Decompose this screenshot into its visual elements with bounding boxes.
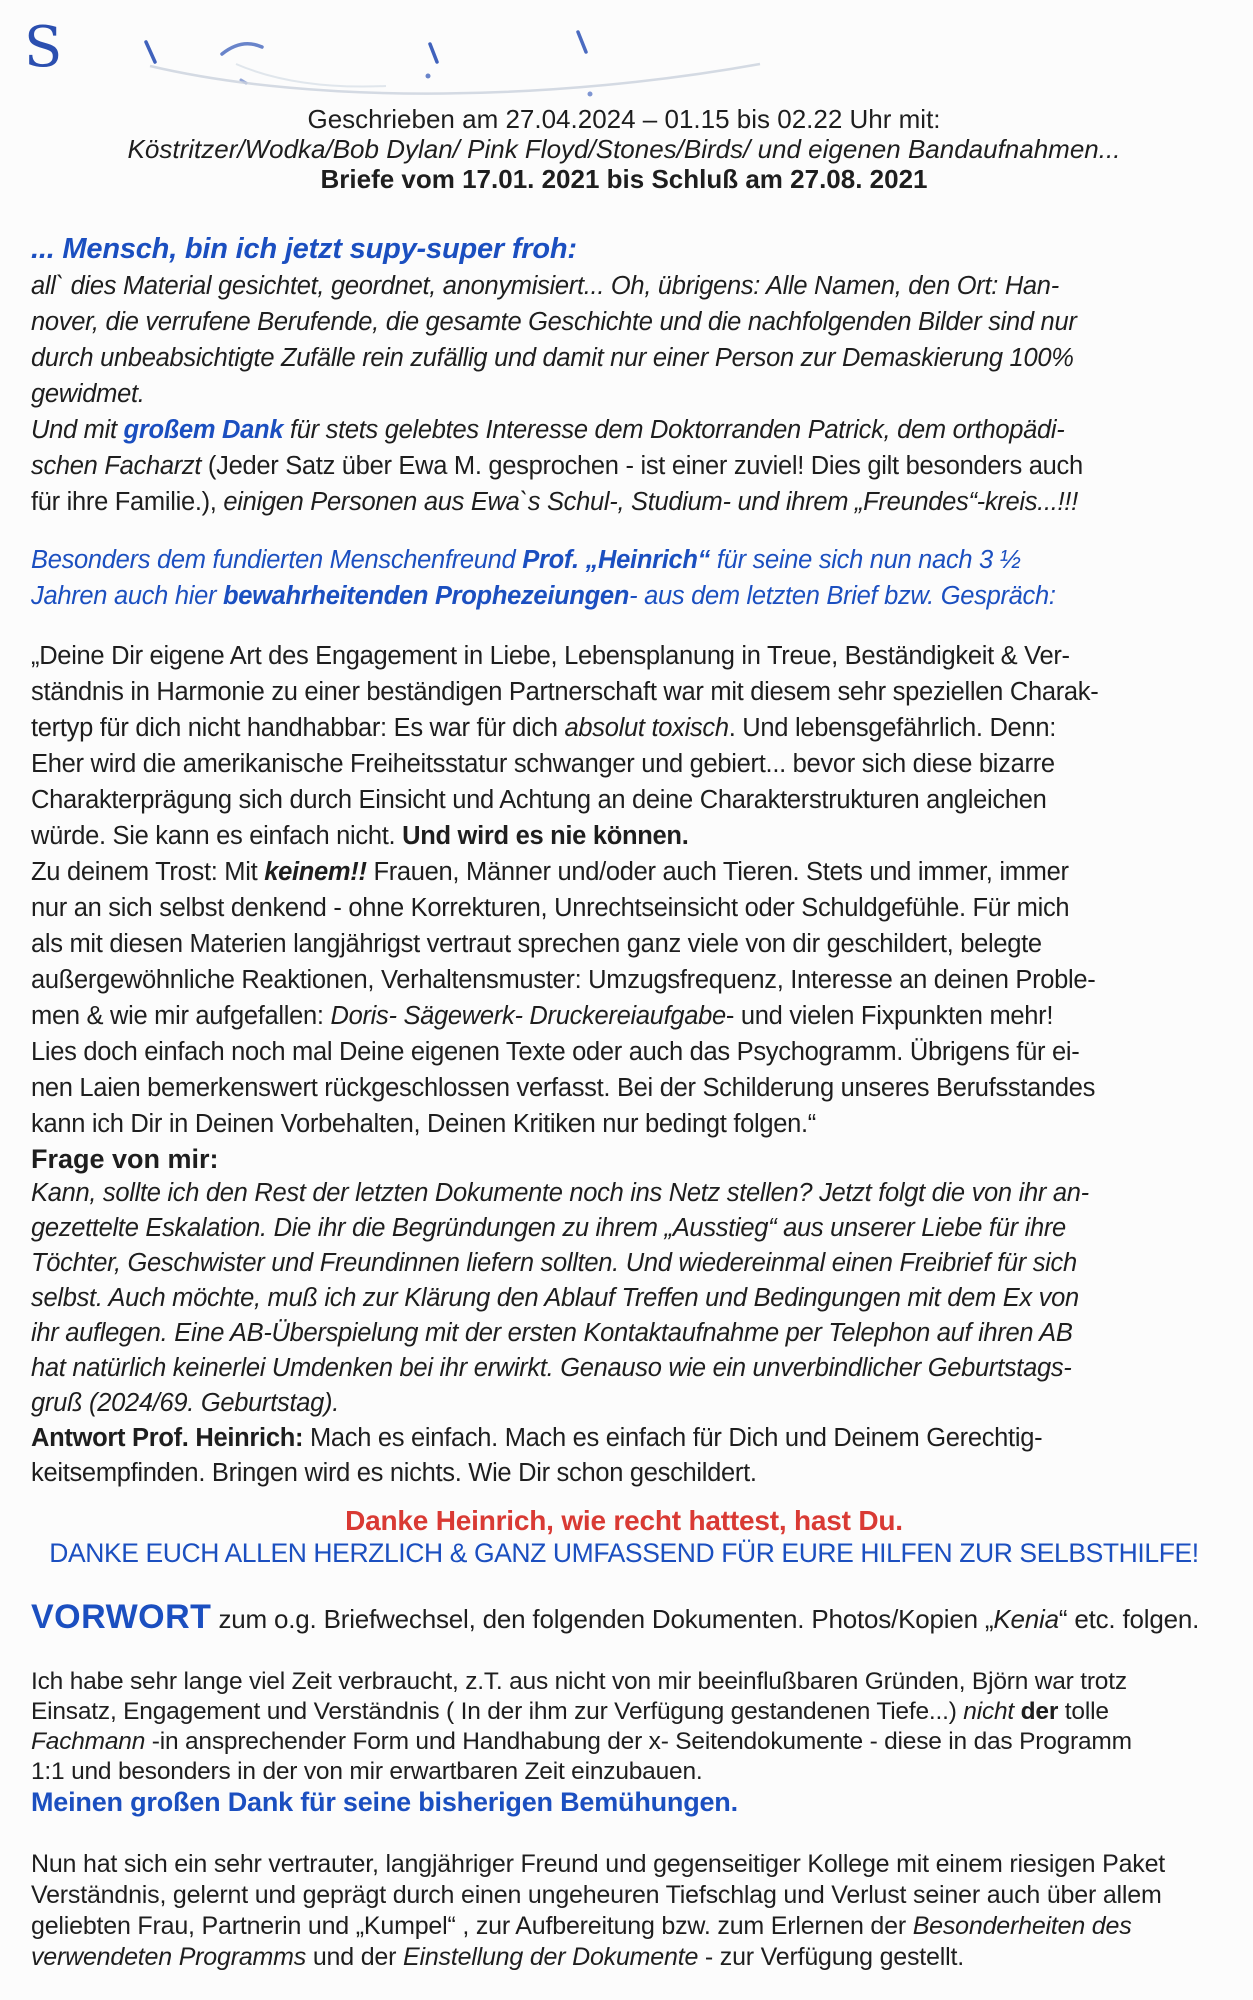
faded-signature: [0, 0, 900, 120]
thanks-blue-line: DANKE EUCH ALLEN HERZLICH & GANZ UMFASSEND FÜR EURE HILFEN ZUR SELBSTHILFE!: [49, 1538, 1199, 1568]
header-media-line: Köstritzer/Wodka/Bob Dylan/ Pink Floyd/Stones/Birds/ und eigenen Bandaufnahmen...: [127, 134, 1121, 164]
signature-letter: S: [24, 15, 63, 80]
signature-stroke-fragments: [0, 14, 900, 124]
question-paragraph: Kann, sollte ich den Rest der letzten Dokumente noch ins Netz stellen? Jetzt folgt die von ihr an- gezettelte Eskalation. Die ihr die Begründungen zu ihrem „Ausstieg“ aus unserer Liebe für ihre Töchter, Geschwister und Freundinnen liefern sollten. Und wiedereinmal einen Freibrief für sich selbst. Auch möchte, muß ich zur Klärung den Ablauf Treffen und Bedingungen mit dem Ex von ihr auflegen. Eine AB-Überspielung mit der ersten Kontaktaufnahme per Telephon auf ihren AB hat natürlich keinerlei Umdenken bei ihr erwirkt. Genauso wie ein unverbindlicher Geburtstags- gruß (2024/69. Geburtstag). Antwort Prof. Heinrich: Mach es einfach. Mach es einfach für Dich und Deinem Gerechtig- keitsempfinden. Bringen wird es nichts. Wie Dir schon geschildert.: [31, 1179, 1089, 1487]
header-written-line: Geschrieben am 27.04.2024 – 01.15 bis 02.22 Uhr mit:: [307, 104, 941, 134]
intro-paragraph: all` dies Material gesichtet, geordnet, anonymisiert... Oh, übrigens: Alle Namen, den Ort: Han- nover, die verrufene Berufende, die gesamte Geschichte und die nachfolgenden Bilder sind nur durch unbeabsichtigte Zufälle rein zufällig und damit nur einer Person zur Demaskierung 100% gewidmet. Und mit großem Dank für stets gelebtes Interesse dem Doktorranden Patrick, dem orthopädi- schen Facharzt (Jeder Satz über Ewa M. gesprochen - ist einer zuviel! Dies gilt besonders auch für ihre Familie.), einigen Personen aus Ewa`s Schul-, Studium- und ihrem „Freundes“-kreis...!!!: [31, 272, 1083, 516]
vorwort-heading-line: VORWORT zum o.g. Briefwechsel, den folgenden Dokumenten. Photos/Kopien „Kenia“ etc. folgen.: [31, 1598, 1200, 1636]
vorwort-paragraph: Ich habe sehr lange viel Zeit verbraucht, z.T. aus nicht von mir beeinflußbaren Gründen, Björn war trotz Einsatz, Engagement und Verständnis ( In der ihm zur Verfügung gestandenen Tiefe...) nicht der tolle Fachmann -in ansprechender Form und Handhabung der x- Seitendokumente - diese in das Programm 1:1 und besonders in der von mir erwartbaren Zeit einzubauen. Meinen großen Dank für seine bisherigen Bemühungen.: [31, 1668, 1132, 1817]
thanks-block: [31, 1505, 1217, 1569]
thanks-red-line: Danke Heinrich, wie recht hattest, hast Du.: [345, 1505, 903, 1536]
quote-paragraph: „Deine Dir eigene Art des Engagement in Liebe, Lebensplanung in Treue, Beständigkeit & Ver- ständnis in Harmonie zu einer beständigen Partnerschaft war mit diesem sehr speziellen Charak- tertyp für dich nicht handhabbar: Es war für dich absolut toxisch. Und lebensgefährlich. Denn: Eher wird die amerikanische Freiheitsstatur schwanger und gebiert... bevor sich diese bizarre Charakterprägung sich durch Einsicht und Achtung an deine Charakterstrukturen angleichen würde. Sie kann es einfach nicht. Und wird es nie können. Zu deinem Trost: Mit keinem!! Frauen, Männer und/oder auch Tieren. Stets und immer, immer nur an sich selbst denkend - ohne Korrekturen, Unrechtseinsicht oder Schuldgefühle. Für mich als mit diesen Materien langjährigst vertraut sprechen ganz viele von dir geschildert, belegte außergewöhnliche Reaktionen, Verhaltensmuster: Umzugsfrequenz, Interesse an deinen Proble- men & wie mir aufgefallen: Doris- Sägewerk- Druckereiaufgabe- und vielen Fixpunkten mehr! Lies doch einfach noch mal Deine eigenen Texte oder auch das Psychogramm. Übrigens für ei- nen Laien bemerkenswert rückgeschlossen verfasst. Bei der Schilderung unseres Berufsstandes kann ich Dir in Deinen Vorbehalten, Deinen Kritiken nur bedingt folgen.“: [31, 642, 1099, 1138]
intro-heading: ... Mensch, bin ich jetzt supy-super froh:: [31, 233, 577, 265]
question-heading: Frage von mir:: [31, 1144, 219, 1174]
closing-paragraph: Nun hat sich ein sehr vertrauter, langjähriger Freund und gegenseitiger Kollege mit einem riesigen Paket Verständnis, gelernt und geprägt durch einen ungeheuren Tiefschlag und Verlust seiner auch über allem geliebten Frau, Partnerin und „Kumpel“ , zur Aufbereitung bzw. zum Erlernen der Besonderheiten des verwendeten Programms und der Einstellung der Dokumente - zur Verfügung gestellt.: [31, 1850, 1166, 1971]
tribute-paragraph: Besonders dem fundierten Menschenfreund Prof. „Heinrich“ für seine sich nun nach 3 ½ Jahren auch hier bewahrheitenden Prophezeiungen- aus dem letzten Brief bzw. Gespräch:: [31, 546, 1056, 610]
header-letters-line: Briefe vom 17.01. 2021 bis Schluß am 27.08. 2021: [320, 164, 928, 194]
